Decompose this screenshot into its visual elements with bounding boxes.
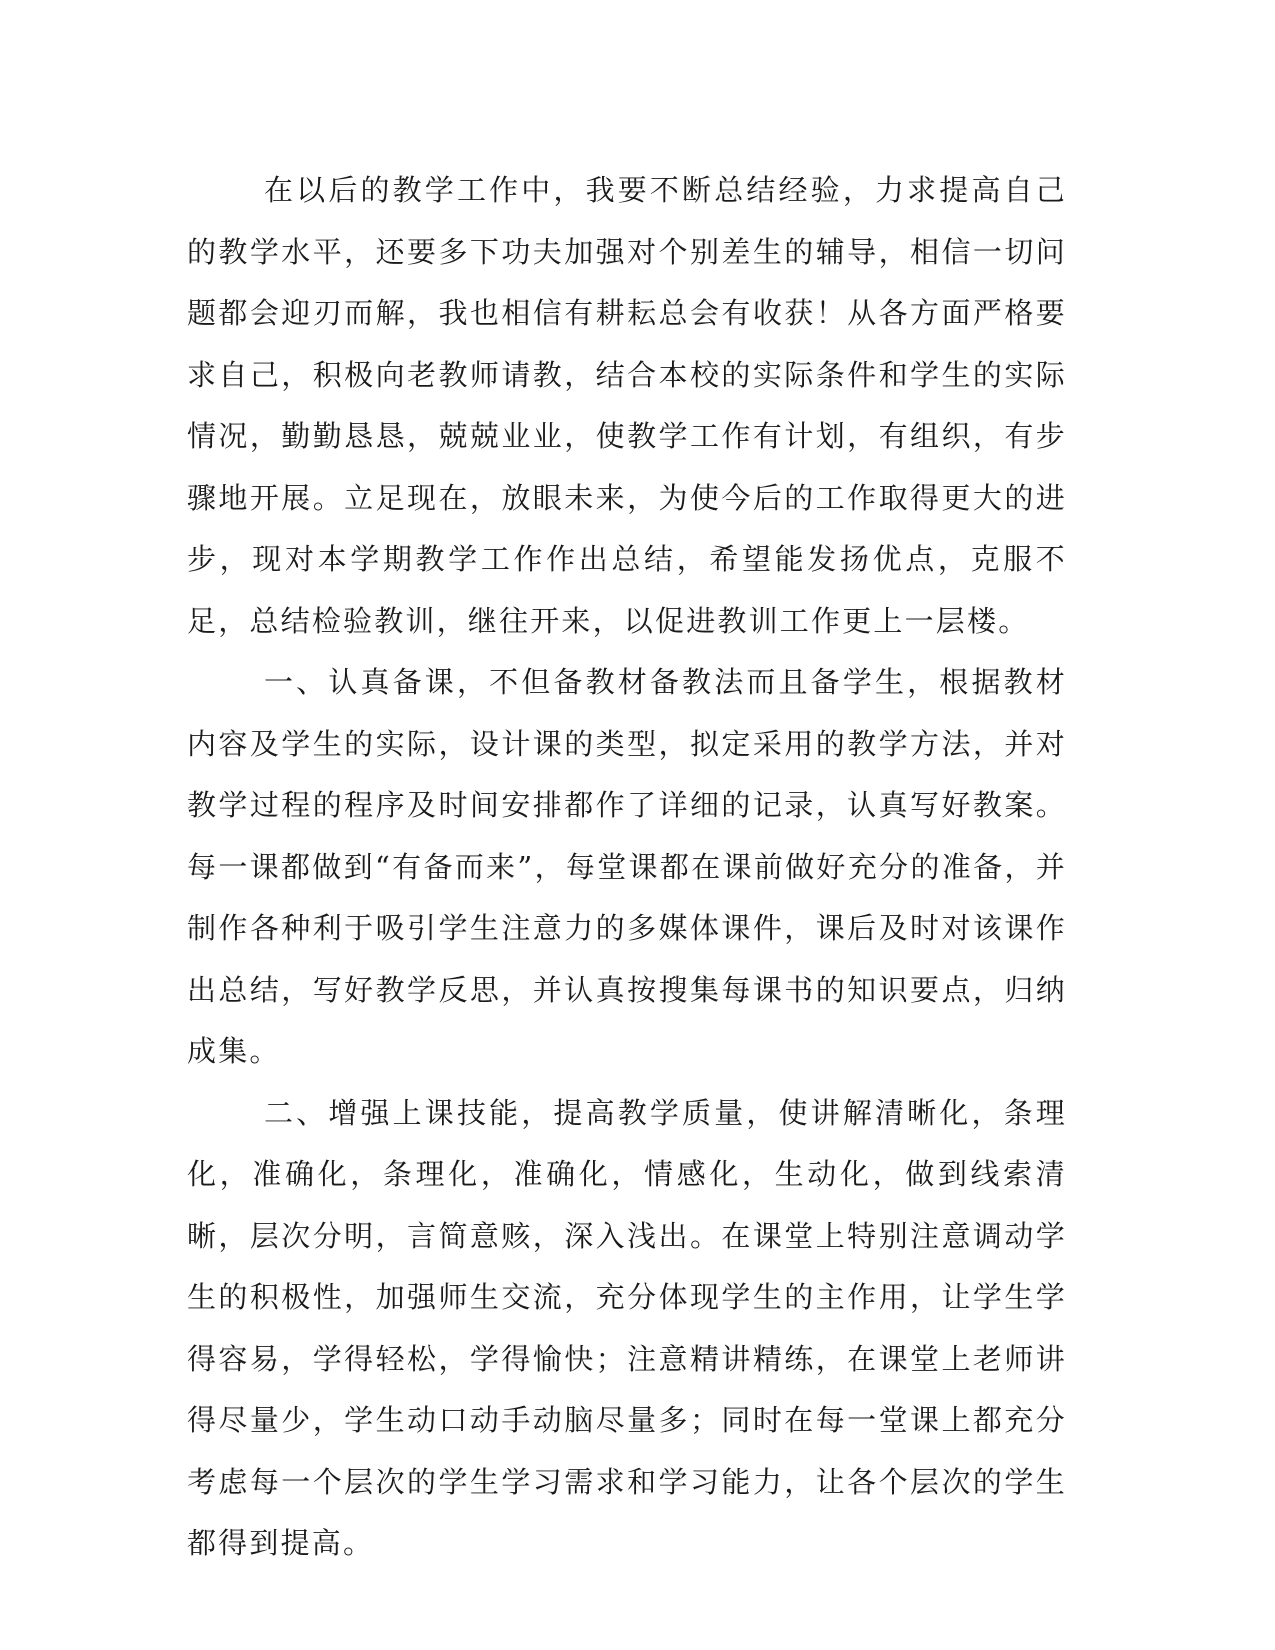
paragraph-summary: 在以后的教学工作中，我要不断总结经验，力求提高自己的教学水平，还要多下功夫加强对个别差生的辅导，相信一切问题都会迎刃而解，我也相信有耕耘总会有收获！从各方面严格要求自己，积极向老教师请教，结合本校的实际条件和学生的实际情况，勤勤恳恳，兢兢业业，使教学工作有计划，有组织，有步骤地开展。立足现在，放眼未来，为使今后的工作取得更大的进步，现对本学期教学工作作出总结，希望能发扬优点，克服不足，总结检验教训，继往开来，以促进教训工作更上一层楼。 <box>187 173 1067 638</box>
paragraph-teaching-skills: 二、增强上课技能，提高教学质量，使讲解清晰化，条理化，准确化，条理化，准确化，情感化，生动化，做到线索清晰，层次分明，言简意赅，深入浅出。在课堂上特别注意调动学生的积极性，加强师生交流，充分体现学生的主作用，让学生学得容易，学得轻松，学得愉快；注意精讲精练，在课堂上老师讲得尽量少，学生动口动手动脑尽量多；同时在每一堂课上都充分考虑每一个层次的学生学习需求和学习能力，让各个层次的学生都得到提高。 <box>187 1095 1067 1560</box>
paragraph-lesson-preparation: 一、认真备课，不但备教材备教法而且备学生，根据教材内容及学生的实际，设计课的类型，拟定采用的教学方法，并对教学过程的程序及时间安排都作了详细的记录，认真写好教案。每一课都做到“有备而来”，每堂课都在课前做好充分的准备，并制作各种利于吸引学生注意力的多媒体课件，课后及时对该课作出总结，写好教学反思，并认真按搜集每课书的知识要点，归纳成集。 <box>187 665 1067 1068</box>
document-body <box>187 160 1067 1575</box>
